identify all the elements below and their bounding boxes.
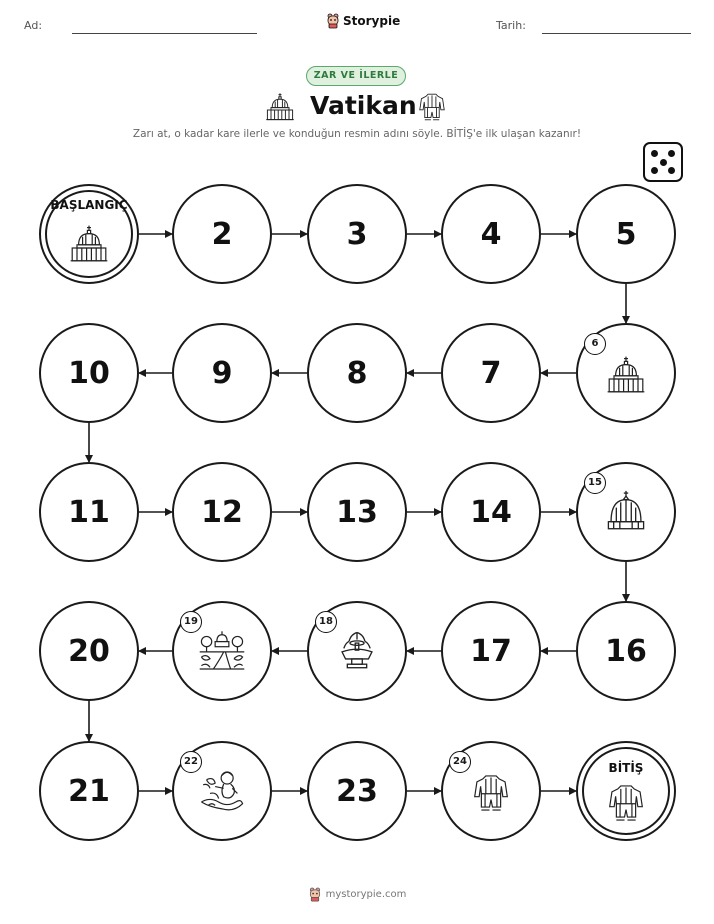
board-square-20[interactable] <box>39 601 139 701</box>
square-number: 11 <box>68 494 110 530</box>
board-square-11[interactable] <box>39 462 139 562</box>
board-square-12[interactable] <box>172 462 272 562</box>
board-square-21[interactable] <box>39 741 139 841</box>
start-square[interactable] <box>39 184 139 284</box>
square-number: 3 <box>346 216 368 252</box>
board-square-23[interactable] <box>307 741 407 841</box>
board-square-22[interactable] <box>172 741 272 841</box>
name-label: Ad: <box>24 19 43 32</box>
board-square-19[interactable] <box>172 601 272 701</box>
swiss-guard-uniform-icon <box>472 773 510 817</box>
square-number: 7 <box>480 355 502 391</box>
board-square-17[interactable] <box>441 601 541 701</box>
cherub-icon <box>198 767 246 817</box>
square-number: 21 <box>68 773 110 809</box>
brand-name: Storypie <box>343 14 401 28</box>
dome-icon <box>604 490 648 538</box>
finish-label: BİTİŞ <box>608 761 644 775</box>
square-number-badge: 19 <box>180 611 202 633</box>
square-number-badge: 6 <box>584 333 606 355</box>
date-label: Tarih: <box>496 19 526 32</box>
square-number-badge: 24 <box>449 751 471 773</box>
square-number: 4 <box>480 216 502 252</box>
square-number-badge: 22 <box>180 751 202 773</box>
board-square-13[interactable] <box>307 462 407 562</box>
square-number: 12 <box>201 494 243 530</box>
square-number: 13 <box>336 494 378 530</box>
square-number: 5 <box>615 216 637 252</box>
board-square-15[interactable] <box>576 462 676 562</box>
storypie-mascot-icon <box>308 887 322 902</box>
board-square-4[interactable] <box>441 184 541 284</box>
board-square-3[interactable] <box>307 184 407 284</box>
board-square-16[interactable] <box>576 601 676 701</box>
board-square-5[interactable] <box>576 184 676 284</box>
start-label: BAŞLANGIÇ <box>50 198 128 212</box>
page-title: Vatikan <box>310 91 417 120</box>
square-number: 2 <box>211 216 233 252</box>
square-number-badge: 18 <box>315 611 337 633</box>
gardens-icon <box>198 629 246 677</box>
board-square-2[interactable] <box>172 184 272 284</box>
footer-site: mystorypie.com <box>325 889 407 900</box>
board-square-10[interactable] <box>39 323 139 423</box>
square-number: 23 <box>336 773 378 809</box>
square-number: 10 <box>68 355 110 391</box>
board-square-7[interactable] <box>441 323 541 423</box>
board-square-9[interactable] <box>172 323 272 423</box>
board-square-8[interactable] <box>307 323 407 423</box>
square-number: 20 <box>68 633 110 669</box>
square-number: 16 <box>605 633 647 669</box>
board-square-24[interactable] <box>441 741 541 841</box>
swiss-guard-uniform-icon <box>607 783 645 827</box>
fountain-icon <box>335 629 379 677</box>
board-square-14[interactable] <box>441 462 541 562</box>
instructions-text: Zarı at, o kadar kare ilerle ve konduğun resmin adını söyle. BİTİŞ'e ilk ulaşan kazanır! <box>132 128 582 140</box>
square-number: 9 <box>211 355 233 391</box>
square-number: 14 <box>470 494 512 530</box>
board-square-18[interactable] <box>307 601 407 701</box>
square-number: 8 <box>346 355 368 391</box>
footer <box>0 887 714 902</box>
activity-badge: ZAR VE İLERLE <box>306 66 406 86</box>
square-number-badge: 15 <box>584 472 606 494</box>
finish-square[interactable] <box>576 741 676 841</box>
basilica-icon <box>69 224 109 268</box>
basilica-icon <box>606 355 646 399</box>
square-number: 17 <box>470 633 512 669</box>
board-square-6[interactable] <box>576 323 676 423</box>
